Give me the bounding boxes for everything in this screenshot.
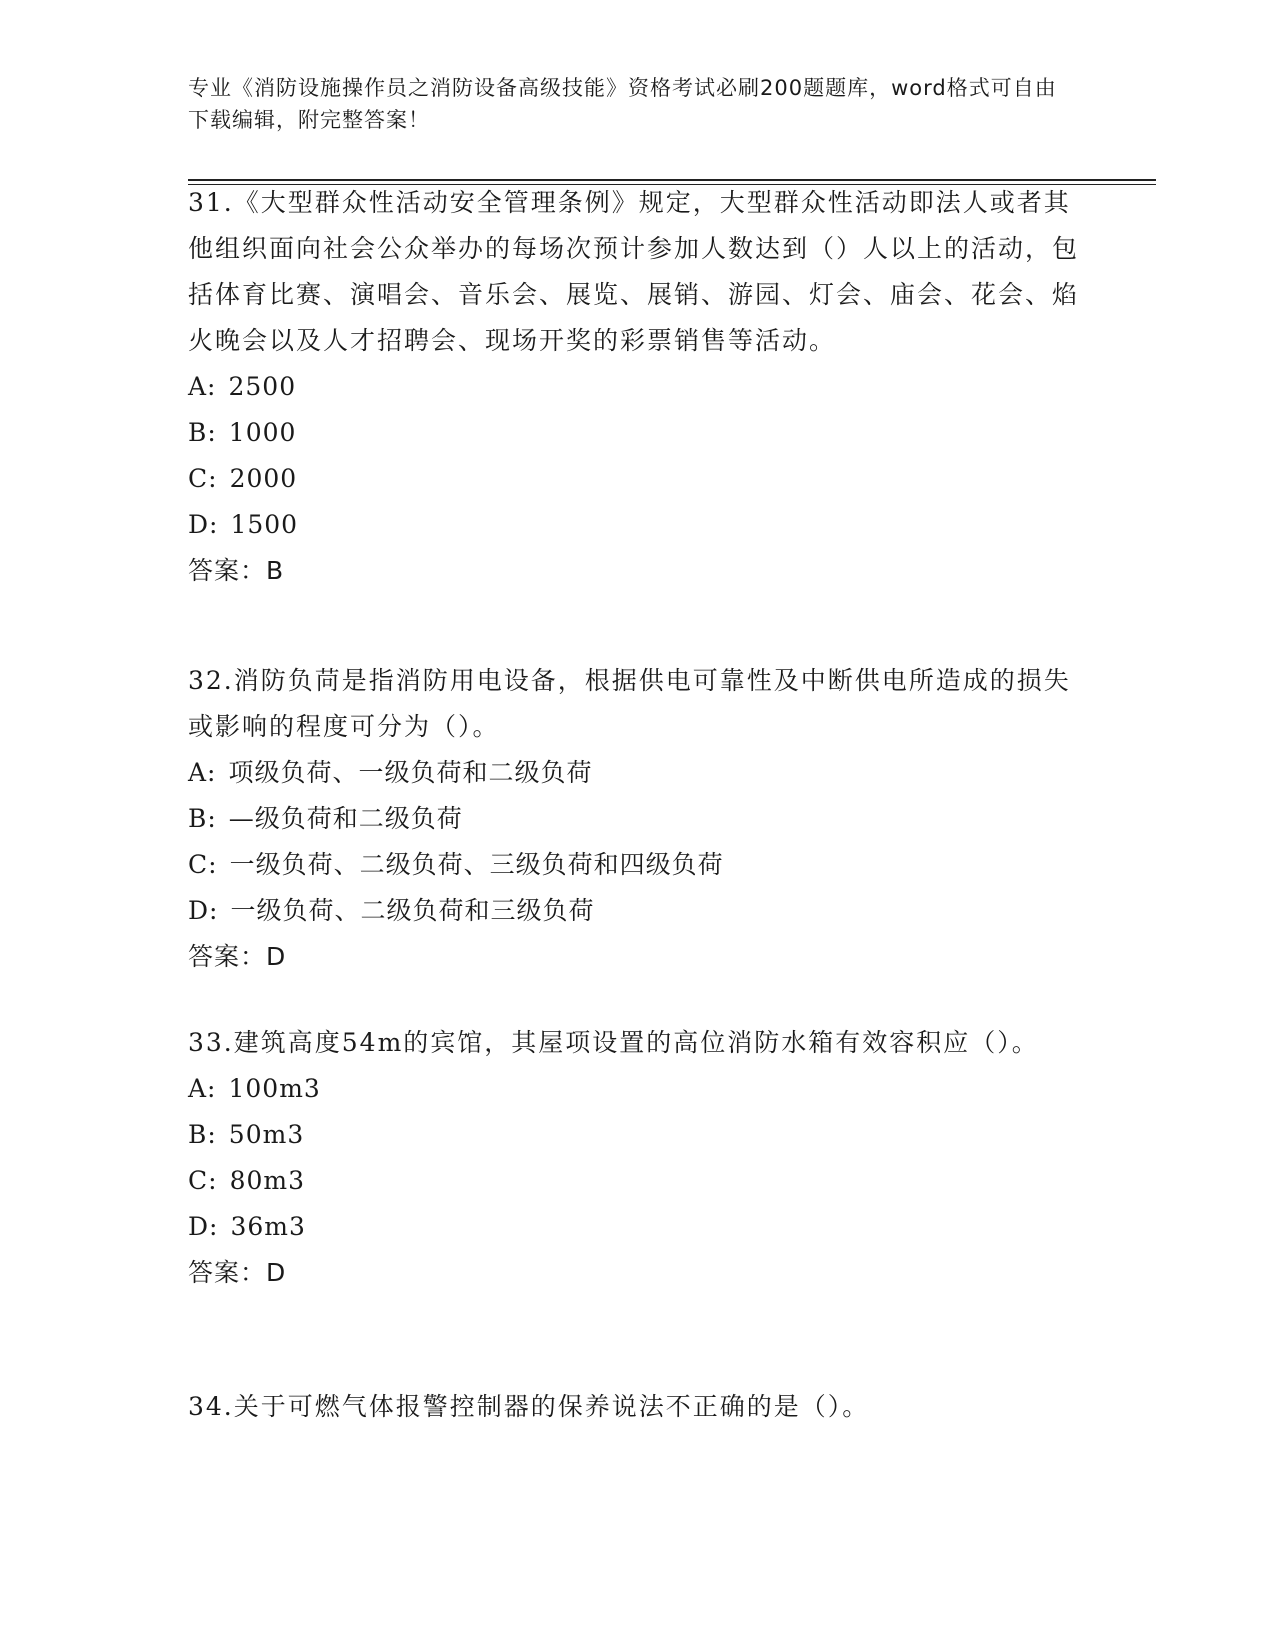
option-letter: D: (188, 896, 219, 925)
answer-line: 答案：D (188, 1258, 287, 1287)
option-letter: D: (188, 510, 219, 539)
question-stem: 33.建筑高度54m的宾馆，其屋项设置的高位消防水箱有效容积应（）。 (188, 1028, 1039, 1057)
option-b (188, 796, 1088, 842)
option-letter: C: (188, 464, 218, 493)
option-letter: C: (188, 1166, 218, 1195)
option-d (188, 888, 1088, 934)
question-stem: 34.关于可燃气体报警控制器的保养说法不正确的是（）。 (188, 1392, 870, 1421)
option-text: 2000 (229, 464, 298, 493)
option-text: 36m3 (230, 1212, 306, 1241)
option-c (188, 1158, 1088, 1204)
option-d (188, 502, 1088, 548)
question-32 (188, 658, 1088, 980)
document-header: 专业《消防设施操作员之消防设备高级技能》资格考试必刷200题题库，word格式可自由下载编辑，附完整答案！ (188, 76, 1057, 132)
option-a (188, 750, 1088, 796)
question-34 (188, 1384, 1088, 1430)
option-text: —级负荷和二级负荷 (228, 804, 463, 833)
option-letter: B: (188, 418, 217, 447)
option-letter: B: (188, 804, 217, 833)
option-text: 1000 (228, 418, 297, 447)
option-text: 80m3 (229, 1166, 305, 1195)
option-text: 100m3 (228, 1074, 321, 1103)
option-text: 一级负荷、二级负荷、三级负荷和四级负荷 (229, 850, 724, 879)
option-a (188, 1066, 1088, 1112)
option-text: 2500 (228, 372, 297, 401)
option-c (188, 842, 1088, 888)
option-b (188, 410, 1088, 456)
option-text: 一级负荷、二级负荷和三级负荷 (230, 896, 595, 925)
option-letter: D: (188, 1212, 219, 1241)
option-a (188, 364, 1088, 410)
option-letter: A: (188, 1074, 217, 1103)
answer-line: 答案：D (188, 942, 287, 971)
question-stem: 31.《大型群众性活动安全管理条例》规定，大型群众性活动即法人或者其他组织面向社会公众举办的每场次预计参加人数达到（）人以上的活动，包括体育比赛、演唱会、音乐会、展览、展销、游园、灯会、庙会、花会、焰火晚会以及人才招聘会、现场开奖的彩票销售等活动。 (188, 188, 1080, 355)
option-b (188, 1112, 1088, 1158)
option-text: 50m3 (228, 1120, 305, 1149)
question-stem: 32.消防负苘是指消防用电设备，根据供电可靠性及中断供电所造成的损失或影响的程度可分为（）。 (188, 666, 1071, 741)
answer-line: 答案：B (188, 556, 285, 585)
option-letter: C: (188, 850, 218, 879)
option-letter: B: (188, 1120, 217, 1149)
option-text: 1500 (230, 510, 299, 539)
question-31 (188, 180, 1088, 594)
question-33 (188, 1020, 1088, 1296)
option-letter: A: (188, 372, 217, 401)
option-d (188, 1204, 1088, 1250)
option-letter: A: (188, 758, 217, 787)
option-text: 项级负荷、一级负荷和二级负荷 (228, 758, 593, 787)
option-c (188, 456, 1088, 502)
